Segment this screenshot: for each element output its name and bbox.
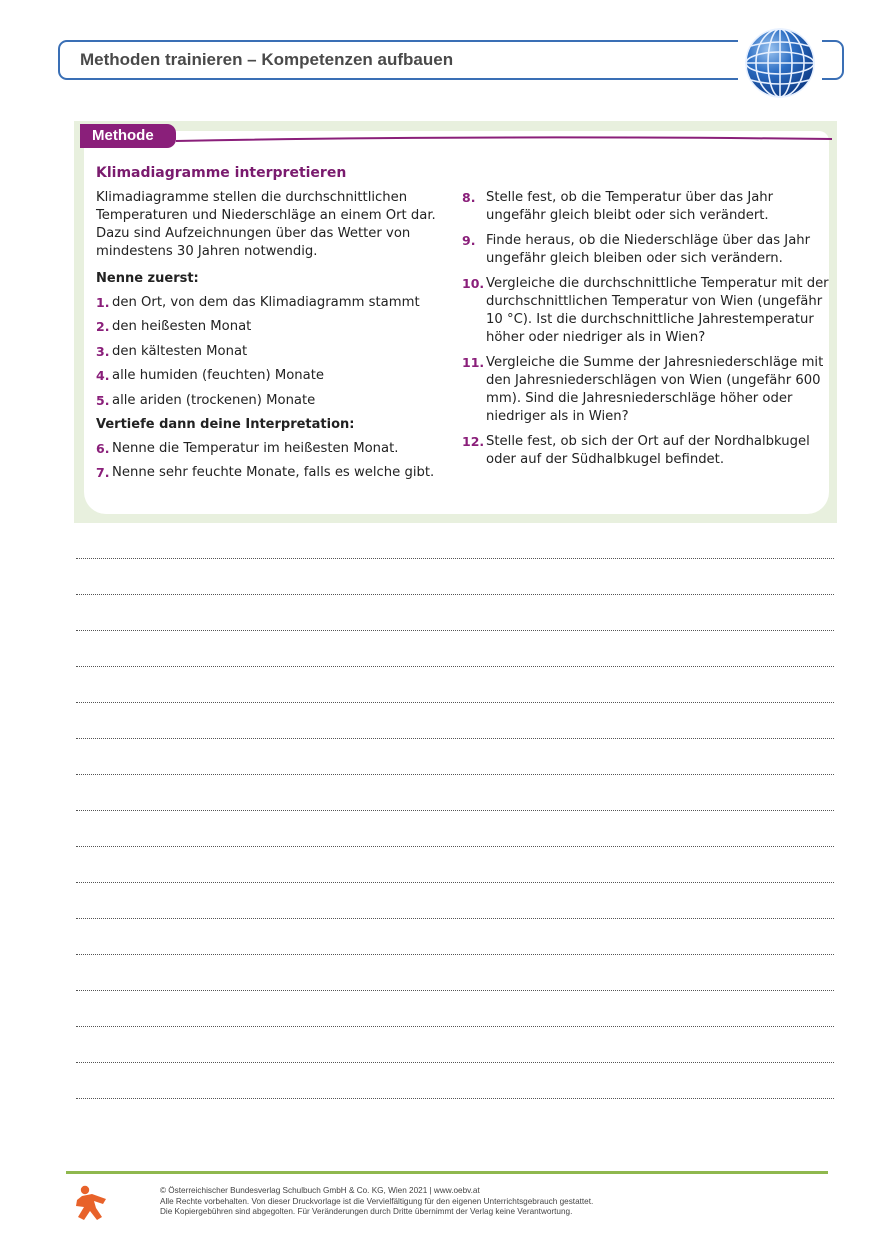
first-list (96, 294, 451, 410)
writing-line[interactable] (76, 918, 834, 954)
item-number: 3. (96, 343, 110, 359)
item-number: 6. (96, 440, 110, 456)
list-item (462, 354, 832, 426)
left-column (96, 189, 451, 489)
page-title: Methoden trainieren – Kompetenzen aufbauen (80, 50, 454, 69)
list-item (96, 367, 451, 385)
list-item (96, 440, 451, 458)
list-item (462, 433, 832, 469)
item-text: alle ariden (trockenen) Monate (112, 392, 316, 408)
section-title: Klimadiagramme interpretieren (96, 165, 347, 181)
footer-copyright: © Österreichischer Bundesverlag Schulbuch GmbH & Co. KG, Wien 2021 | www.oebv.at (160, 1186, 480, 1195)
item-number: 9. (462, 233, 476, 248)
item-text: den heißesten Monat (112, 319, 252, 335)
item-text: Vergleiche die durchschnittliche Temperatur mit der durchschnittlichen Temperatur von Wien (ungefähr 10 °C). Ist die durchschnittliche Jahrestemperatur höher oder niedriger als in Wien? (486, 276, 829, 345)
footer-text (160, 1186, 800, 1218)
item-text: Vergleiche die Summe der Jahresniederschläge mit den Jahresniederschlägen von Wien (ungefähr 600 mm). Sind die Jahresniederschläge höher oder niedriger als in Wien? (486, 355, 824, 424)
second-heading: Vertiefe dann deine Interpretation: (96, 416, 355, 432)
writing-line[interactable] (76, 1026, 834, 1062)
writing-line[interactable] (76, 882, 834, 918)
header-bar (58, 40, 844, 80)
writing-line[interactable] (76, 774, 834, 810)
second-list (96, 440, 451, 482)
writing-line[interactable] (76, 630, 834, 666)
writing-line[interactable] (76, 954, 834, 990)
item-text: Nenne sehr feuchte Monate, falls es welche gibt. (112, 465, 435, 481)
writing-line[interactable] (76, 702, 834, 738)
list-item (96, 392, 451, 410)
writing-line[interactable] (76, 594, 834, 630)
list-item (96, 318, 451, 336)
item-number: 5. (96, 392, 110, 408)
item-number: 8. (462, 190, 476, 205)
list-item (96, 294, 451, 312)
item-number: 12. (462, 434, 485, 449)
writing-lines (76, 558, 834, 1134)
list-item (462, 232, 832, 268)
item-text: alle humiden (feuchten) Monate (112, 368, 324, 384)
writing-line[interactable] (76, 1098, 834, 1134)
item-number: 1. (96, 295, 110, 310)
writing-line[interactable] (76, 990, 834, 1026)
item-number: 7. (96, 465, 110, 481)
first-heading: Nenne zuerst: (96, 271, 199, 286)
oebv-logo-icon (72, 1184, 110, 1222)
footer-rule (66, 1171, 828, 1174)
item-text: Stelle fest, ob sich der Ort auf der Nordhalbkugel oder auf der Südhalbkugel befindet. (486, 434, 810, 467)
writing-line[interactable] (76, 666, 834, 702)
item-text: Finde heraus, ob die Niederschläge über das Jahr ungefähr gleich bleiben oder sich verändern. (486, 233, 811, 266)
footer-rights: Alle Rechte vorbehalten. Von dieser Druckvorlage ist die Vervielfältigung für den eigenen Unterrichtsgebrauch gestattet. (160, 1196, 594, 1206)
item-number: 4. (96, 368, 110, 384)
item-number: 11. (462, 355, 485, 370)
list-item (462, 189, 832, 225)
intro-text: Klimadiagramme stellen die durchschnittlichen Temperaturen und Niederschläge an einem Ort dar. Dazu sind Aufzeichnungen über das Wetter von mindestens 30 Jahren notwendig. (96, 190, 436, 259)
right-column (462, 189, 832, 476)
item-text: den Ort, von dem das Klimadiagramm stammt (112, 295, 420, 310)
writing-line[interactable] (76, 558, 834, 594)
writing-line[interactable] (76, 738, 834, 774)
writing-line[interactable] (76, 810, 834, 846)
method-divider (176, 131, 832, 145)
method-tab: Methode (80, 124, 176, 148)
list-item (96, 464, 451, 482)
globe-icon (743, 26, 817, 100)
writing-line[interactable] (76, 1062, 834, 1098)
item-text: den kältesten Monat (112, 343, 248, 359)
item-text: Stelle fest, ob die Temperatur über das Jahr ungefähr gleich bleibt oder sich verändert. (486, 190, 774, 223)
item-text: Nenne die Temperatur im heißesten Monat. (112, 440, 399, 456)
item-number: 10. (462, 276, 485, 291)
writing-line[interactable] (76, 846, 834, 882)
item-number: 2. (96, 319, 110, 335)
footer-fees: Die Kopiergebühren sind abgegolten. Für Veränderungen durch Dritte übernimmt der Verlag keine Verantwortung. (160, 1207, 573, 1216)
list-item (462, 275, 832, 347)
list-item (96, 343, 451, 361)
